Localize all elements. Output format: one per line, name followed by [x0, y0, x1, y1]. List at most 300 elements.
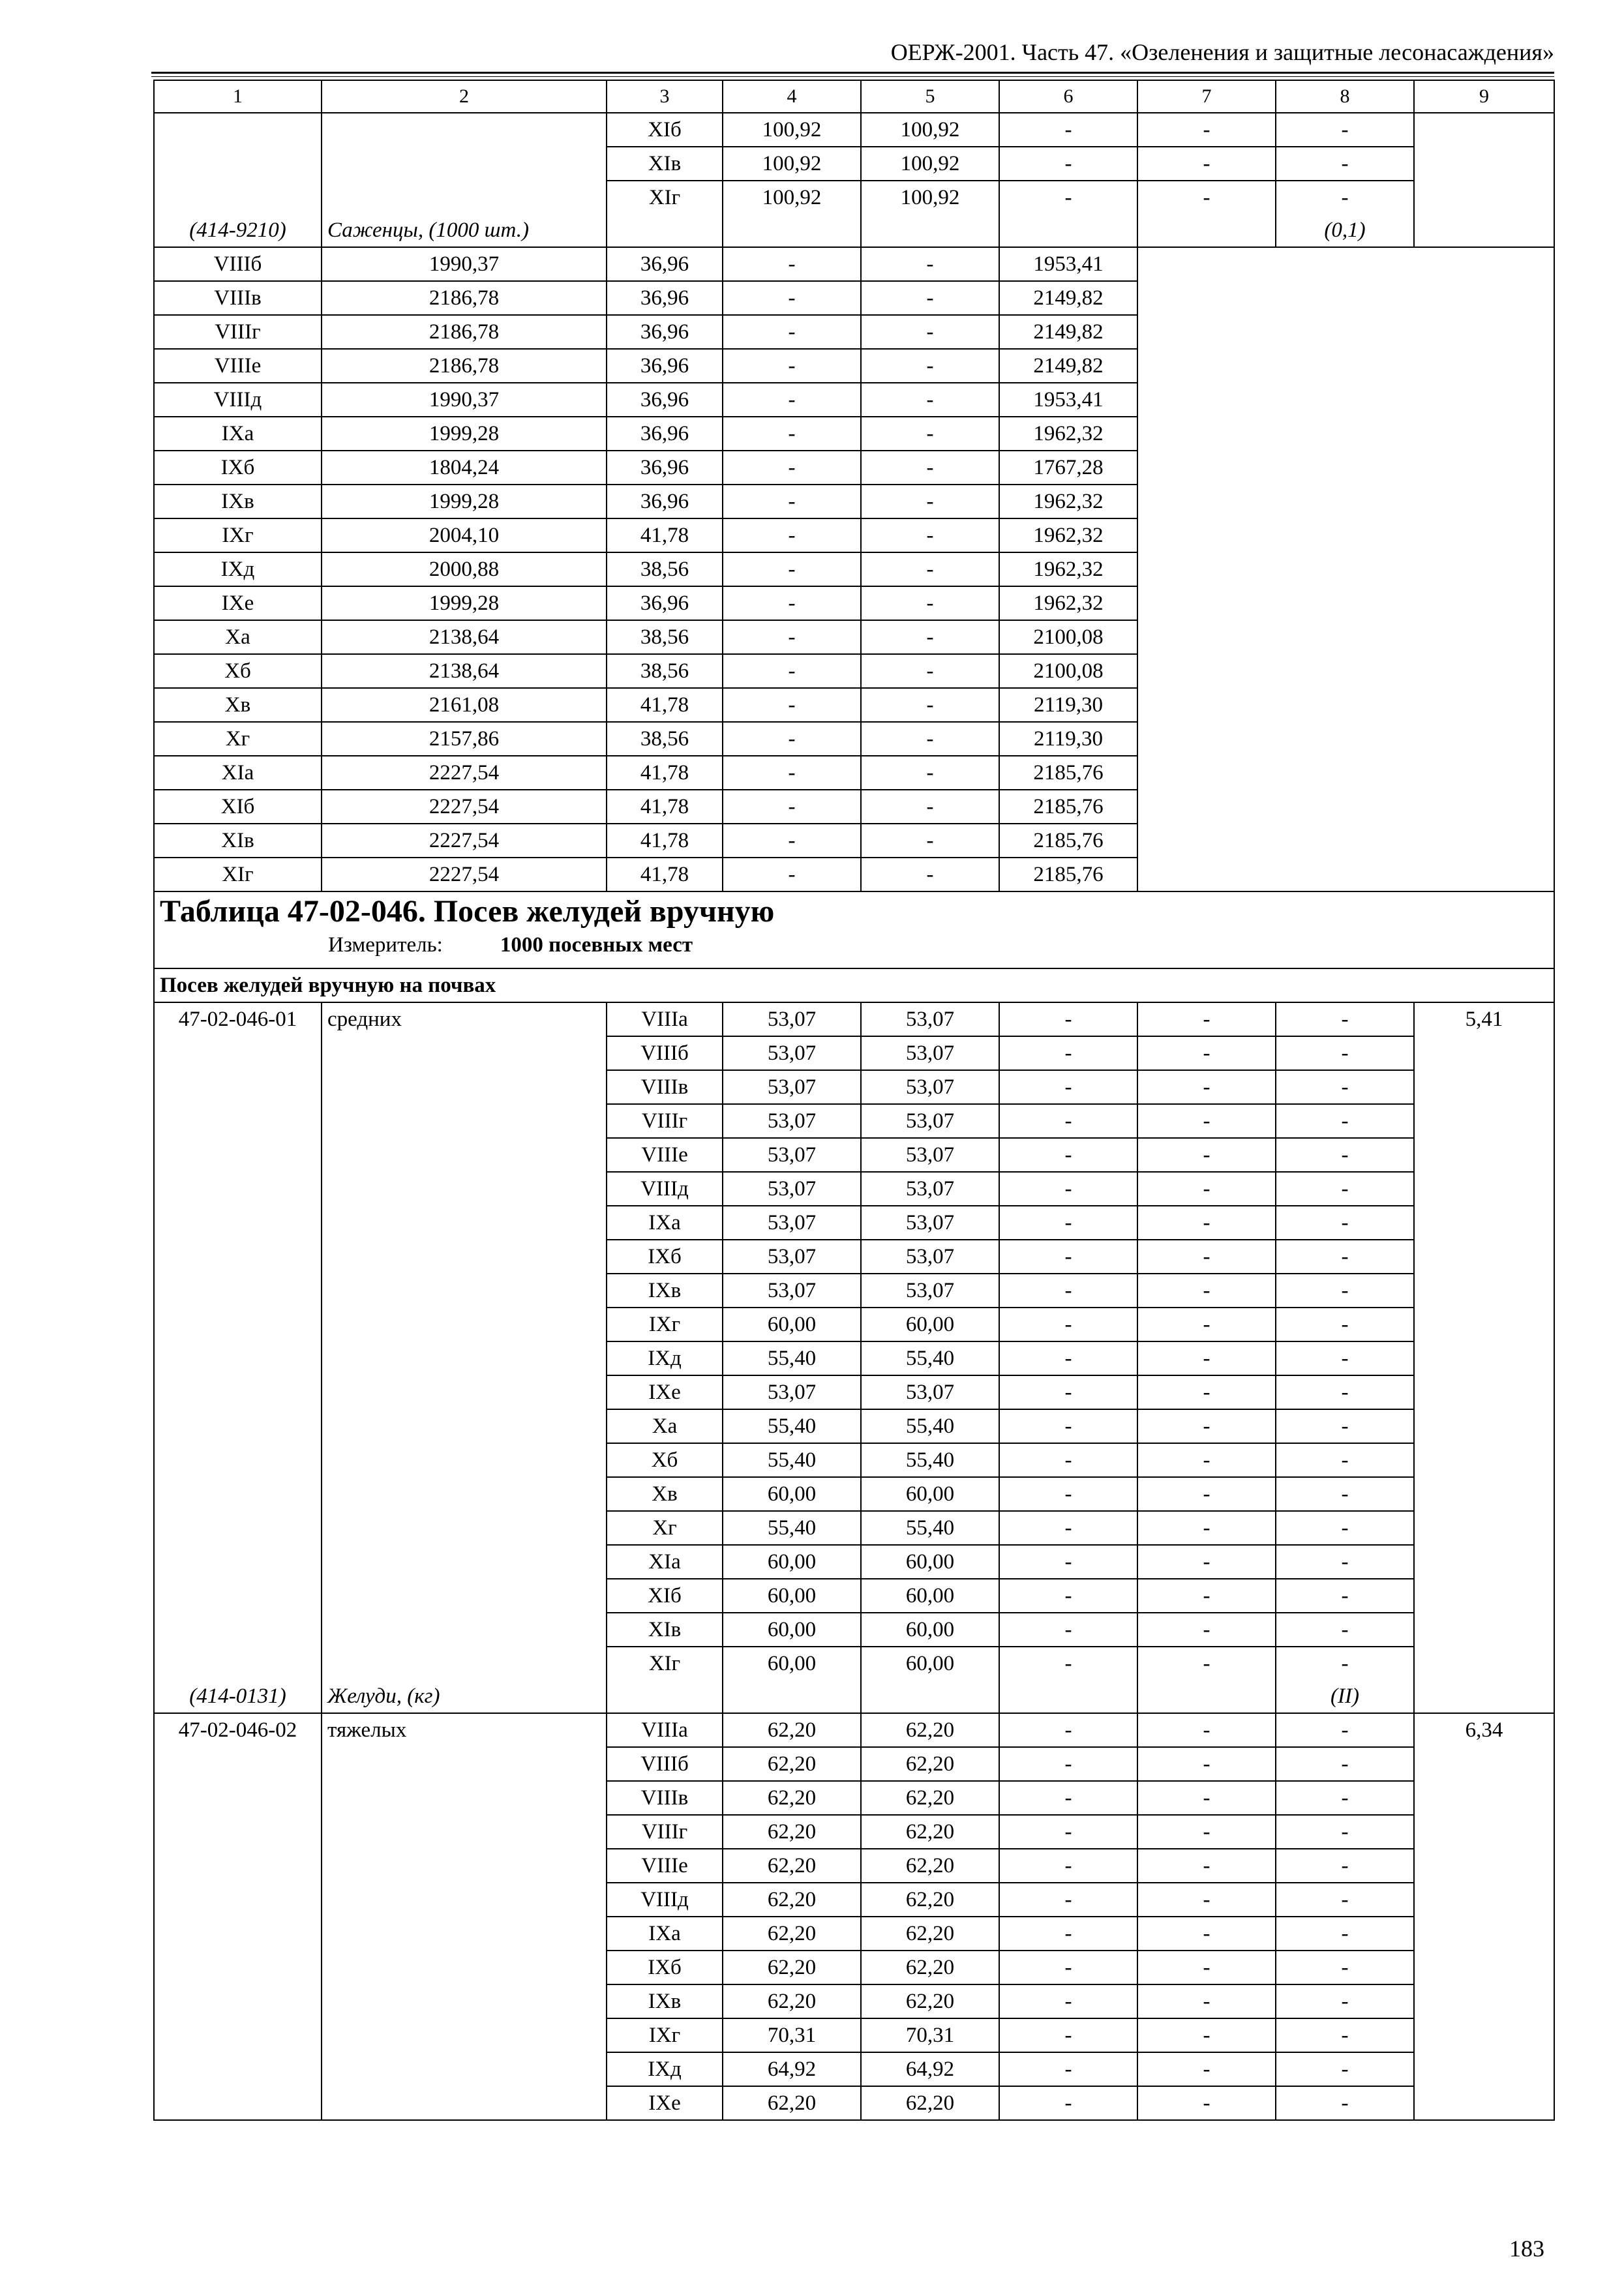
value-cell: Xв — [607, 1477, 723, 1511]
value-cell: 2227,54 — [322, 858, 607, 891]
value-cell: XIа — [607, 1545, 723, 1579]
column-number: 6 — [999, 80, 1137, 113]
value-cell: - — [999, 2086, 1137, 2120]
value-cell: 60,00 — [861, 1545, 999, 1579]
work-name-text: средних — [327, 1008, 402, 1031]
resource-code — [154, 1713, 322, 2120]
value-cell: - — [1276, 1815, 1414, 1849]
value-cell: 62,20 — [861, 1917, 999, 1951]
value-cell: - — [1137, 147, 1276, 181]
value-cell: - — [999, 1545, 1137, 1579]
value-cell: 55,40 — [861, 1511, 999, 1545]
value-cell: 41,78 — [607, 858, 723, 891]
value-cell: - — [723, 315, 861, 349]
col9-value — [1414, 113, 1554, 247]
value-cell: - — [723, 417, 861, 451]
value-cell: IXв — [607, 1984, 723, 2018]
value-cell: 36,96 — [607, 383, 723, 417]
value-cell: 1804,24 — [322, 451, 607, 485]
value-cell: - — [999, 1104, 1137, 1138]
value-cell: - — [1276, 113, 1414, 147]
table-body — [154, 80, 1554, 2120]
value-cell: VIIIв — [607, 1781, 723, 1815]
value-cell: 53,07 — [723, 1274, 861, 1308]
column-number: 5 — [861, 80, 999, 113]
value-cell: VIIIд — [607, 1883, 723, 1917]
value-cell: - — [1137, 1206, 1276, 1240]
value-cell: 62,20 — [723, 1951, 861, 1984]
value-cell: - — [999, 1274, 1137, 1308]
value-cell: - — [1137, 1443, 1276, 1477]
value-cell: IXе — [607, 2086, 723, 2120]
value-cell: - — [1137, 1172, 1276, 1206]
value-cell: 2185,76 — [999, 756, 1137, 790]
table-row — [154, 654, 1554, 688]
value-cell: - — [999, 1341, 1137, 1375]
table-row — [154, 281, 1554, 315]
value-cell: - — [1276, 1443, 1414, 1477]
value-cell: 53,07 — [861, 1002, 999, 1036]
value-cell: 38,56 — [607, 722, 723, 756]
page-header: ОЕРЖ-2001. Часть 47. «Озеленения и защитные лесонасаждения» — [890, 39, 1554, 65]
value-cell: 62,20 — [861, 1951, 999, 1984]
value-cell: - — [999, 1070, 1137, 1104]
work-name — [322, 1713, 607, 2120]
value-cell: - — [1276, 1579, 1414, 1613]
value-cell: - — [999, 1036, 1137, 1070]
value-cell: - — [1276, 1747, 1414, 1781]
value-cell: Xб — [607, 1443, 723, 1477]
value-cell: 1990,37 — [322, 383, 607, 417]
value-cell: - — [1137, 1240, 1276, 1274]
value-cell: - — [861, 485, 999, 518]
value-cell: 53,07 — [861, 1375, 999, 1409]
value-cell: - — [1276, 1172, 1414, 1206]
value-cell: 38,56 — [607, 620, 723, 654]
value-cell: - — [1276, 1375, 1414, 1409]
value-cell: - — [1276, 1104, 1414, 1138]
value-cell: - — [1137, 2018, 1276, 2052]
value-cell: - — [999, 1951, 1137, 1984]
table-row — [154, 1713, 1554, 1747]
code-text: 47-02-046-02 — [178, 1718, 297, 1742]
value-cell: XIг — [607, 181, 723, 247]
work-name-text: тяжелых — [327, 1718, 407, 1742]
value-cell — [1276, 181, 1414, 247]
value-cell: 62,20 — [723, 1781, 861, 1815]
work-name — [322, 1002, 607, 1713]
value-cell: 2100,08 — [999, 620, 1137, 654]
value-cell: - — [999, 147, 1137, 181]
value-cell: 55,40 — [723, 1341, 861, 1375]
value-cell: - — [1276, 1713, 1414, 1747]
value-cell: - — [1276, 1613, 1414, 1647]
value-cell: - — [723, 790, 861, 824]
value-cell: - — [999, 1240, 1137, 1274]
value-cell: - — [861, 451, 999, 485]
value-cell: - — [723, 620, 861, 654]
table-row — [154, 383, 1554, 417]
value-cell: - — [999, 1172, 1137, 1206]
value-cell: - — [1276, 1036, 1414, 1070]
value-cell: 1953,41 — [999, 383, 1137, 417]
column-number: 3 — [607, 80, 723, 113]
value-cell: - — [999, 113, 1137, 147]
value-cell: - — [1137, 1815, 1276, 1849]
section-heading: Посев желудей вручную на почвах — [154, 968, 1554, 1002]
value-cell: 36,96 — [607, 349, 723, 383]
value-cell: - — [999, 181, 1137, 247]
value-cell: 1999,28 — [322, 586, 607, 620]
value-cell: 2186,78 — [322, 281, 607, 315]
value-cell: 62,20 — [723, 1883, 861, 1917]
value-cell: VIIIе — [607, 1138, 723, 1172]
value-cell: VIIIг — [154, 315, 322, 349]
value-cell: - — [861, 349, 999, 383]
value-cell: 2000,88 — [322, 552, 607, 586]
value-cell: 100,92 — [723, 113, 861, 147]
value-cell: 53,07 — [861, 1104, 999, 1138]
value-cell: - — [1276, 1984, 1414, 2018]
value-text: - — [1341, 186, 1349, 209]
column-number: 1 — [154, 80, 322, 113]
column-number: 2 — [322, 80, 607, 113]
value-cell: - — [1137, 1849, 1276, 1883]
value-cell — [999, 1647, 1137, 1713]
table-title-row — [154, 891, 1554, 968]
value-cell: - — [1137, 1409, 1276, 1443]
value-cell: 62,20 — [723, 1713, 861, 1747]
value-cell: - — [1276, 147, 1414, 181]
value-cell: 41,78 — [607, 756, 723, 790]
value-cell: - — [999, 1375, 1137, 1409]
resource-code — [154, 1002, 322, 1713]
value-cell: IXг — [607, 1308, 723, 1341]
table-row — [154, 722, 1554, 756]
value-cell: 62,20 — [861, 1815, 999, 1849]
value-cell: - — [1137, 2052, 1276, 2086]
value-cell: 55,40 — [861, 1443, 999, 1477]
table-row — [154, 113, 1554, 147]
value-cell: 2161,08 — [322, 688, 607, 722]
value-cell: - — [1276, 1849, 1414, 1883]
value-cell: - — [999, 1308, 1137, 1341]
value-cell: - — [723, 586, 861, 620]
table-row — [154, 552, 1554, 586]
table-row — [154, 824, 1554, 858]
value-cell: - — [1137, 1002, 1276, 1036]
resource-name-note: Желуди, (кг) — [327, 1684, 440, 1708]
value-cell: XIв — [154, 824, 322, 858]
value-cell: - — [1137, 1951, 1276, 1984]
value-cell: IXа — [607, 1206, 723, 1240]
value-cell: 38,56 — [607, 654, 723, 688]
table-row — [154, 349, 1554, 383]
value-cell: IXд — [607, 2052, 723, 2086]
value-cell: 100,92 — [861, 181, 999, 247]
value-cell: XIа — [154, 756, 322, 790]
table-row — [154, 688, 1554, 722]
value-cell: 60,00 — [861, 1613, 999, 1647]
value-cell: - — [861, 383, 999, 417]
value-cell: IXв — [607, 1274, 723, 1308]
value-cell: 41,78 — [607, 688, 723, 722]
value-cell: 41,78 — [607, 518, 723, 552]
value-cell: - — [861, 281, 999, 315]
value-cell: VIIIб — [607, 1036, 723, 1070]
value-cell: - — [1276, 1240, 1414, 1274]
value-cell: XIв — [607, 1613, 723, 1647]
value-cell: Xб — [154, 654, 322, 688]
table-title: Таблица 47-02-046. Посев желудей вручную — [160, 894, 775, 929]
value-cell: 60,00 — [723, 1477, 861, 1511]
value-cell: - — [1276, 1341, 1414, 1375]
value-cell: 60,00 — [861, 1579, 999, 1613]
value-cell: - — [1137, 113, 1276, 147]
value-cell: 62,20 — [861, 2086, 999, 2120]
value-cell: 1767,28 — [999, 451, 1137, 485]
value-cell: - — [999, 1747, 1137, 1781]
work-name — [322, 113, 607, 247]
value-cell: 2119,30 — [999, 688, 1137, 722]
value-cell: IXд — [154, 552, 322, 586]
value-cell: 2186,78 — [322, 315, 607, 349]
value-cell: IXа — [607, 1917, 723, 1951]
value-cell: Xг — [607, 1511, 723, 1545]
value-cell: - — [1137, 1511, 1276, 1545]
value-cell: 60,00 — [861, 1308, 999, 1341]
value-cell: 1999,28 — [322, 417, 607, 451]
value-cell: 1962,32 — [999, 586, 1137, 620]
value-text: XIг — [648, 1652, 681, 1675]
measure-label: Измеритель: — [328, 933, 443, 957]
value-cell: - — [1137, 1545, 1276, 1579]
value-cell — [723, 1647, 861, 1713]
value-cell: - — [999, 1984, 1137, 2018]
value-text: - — [1064, 1652, 1072, 1675]
value-cell: 2185,76 — [999, 790, 1137, 824]
value-cell: IXа — [154, 417, 322, 451]
value-cell: 53,07 — [861, 1138, 999, 1172]
value-cell: 2138,64 — [322, 654, 607, 688]
value-cell: 55,40 — [861, 1409, 999, 1443]
resource-code-note: (414-9210) — [189, 218, 286, 242]
column-number: 4 — [723, 80, 861, 113]
value-cell: 2138,64 — [322, 620, 607, 654]
value-cell: 53,07 — [723, 1172, 861, 1206]
value-cell: - — [723, 485, 861, 518]
value-cell: 36,96 — [607, 586, 723, 620]
value-cell: IXг — [154, 518, 322, 552]
value-text: - — [1203, 1652, 1210, 1675]
value-cell: 53,07 — [723, 1206, 861, 1240]
value-cell: - — [999, 1883, 1137, 1917]
value-cell: IXв — [154, 485, 322, 518]
value-cell: - — [861, 756, 999, 790]
value-cell: 55,40 — [723, 1409, 861, 1443]
value-cell: 2185,76 — [999, 858, 1137, 891]
measure-line — [160, 931, 1548, 959]
value-cell: Xг — [154, 722, 322, 756]
value-cell: 41,78 — [607, 790, 723, 824]
value-cell: VIIIб — [607, 1747, 723, 1781]
value-cell: 60,00 — [861, 1477, 999, 1511]
table-row — [154, 417, 1554, 451]
value-cell: - — [1137, 1984, 1276, 2018]
value-cell: 2149,82 — [999, 349, 1137, 383]
value-cell: - — [1276, 1138, 1414, 1172]
table-row — [154, 451, 1554, 485]
column-number-row — [154, 80, 1554, 113]
value-cell: - — [1276, 1070, 1414, 1104]
value-cell: 100,92 — [723, 147, 861, 181]
value-cell: XIб — [607, 113, 723, 147]
value-cell: 1990,37 — [322, 247, 607, 281]
value-cell: 1962,32 — [999, 518, 1137, 552]
value-cell: - — [1276, 1951, 1414, 1984]
value-cell: 53,07 — [723, 1138, 861, 1172]
value-cell: XIв — [607, 147, 723, 181]
quantity-note: (II) — [1331, 1684, 1359, 1708]
column-number: 9 — [1414, 80, 1554, 113]
table-title-cell — [154, 891, 1554, 968]
value-cell — [861, 1647, 999, 1713]
col9-value: 6,34 — [1414, 1713, 1554, 2120]
value-cell: - — [723, 247, 861, 281]
value-cell: - — [1137, 1747, 1276, 1781]
value-cell: - — [1276, 1002, 1414, 1036]
value-cell: 64,92 — [861, 2052, 999, 2086]
value-cell: 53,07 — [861, 1274, 999, 1308]
estimate-table — [153, 80, 1555, 2121]
section-heading-row — [154, 968, 1554, 1002]
value-cell: XIг — [154, 858, 322, 891]
value-cell: - — [1137, 2086, 1276, 2120]
value-cell: - — [723, 518, 861, 552]
value-cell: 100,92 — [861, 147, 999, 181]
value-cell: - — [723, 552, 861, 586]
value-cell: VIIIд — [607, 1172, 723, 1206]
value-cell: - — [1276, 1409, 1414, 1443]
value-cell: 53,07 — [723, 1002, 861, 1036]
value-cell: 60,00 — [723, 1579, 861, 1613]
value-cell: - — [723, 756, 861, 790]
value-cell: 62,20 — [861, 1984, 999, 2018]
value-cell: - — [1276, 1781, 1414, 1815]
value-cell: - — [1276, 2086, 1414, 2120]
value-cell: - — [1137, 1917, 1276, 1951]
value-cell: - — [1137, 1274, 1276, 1308]
value-cell — [607, 1647, 723, 1713]
value-cell: - — [1137, 1138, 1276, 1172]
value-cell: - — [1276, 1883, 1414, 1917]
value-cell: - — [1137, 1613, 1276, 1647]
table-row — [154, 756, 1554, 790]
measure-value: 1000 посевных мест — [500, 933, 693, 957]
value-cell: 36,96 — [607, 451, 723, 485]
value-cell: - — [999, 1917, 1137, 1951]
table-row — [154, 858, 1554, 891]
resource-name-note: Саженцы, (1000 шт.) — [327, 218, 529, 242]
value-cell: - — [999, 1849, 1137, 1883]
value-cell: - — [999, 2018, 1137, 2052]
value-cell: 62,20 — [723, 2086, 861, 2120]
value-cell: VIIIб — [154, 247, 322, 281]
table-row — [154, 1002, 1554, 1036]
value-cell: 2004,10 — [322, 518, 607, 552]
value-cell: - — [999, 1815, 1137, 1849]
value-cell: - — [861, 552, 999, 586]
value-cell: 60,00 — [723, 1545, 861, 1579]
value-cell: - — [723, 281, 861, 315]
value-cell: - — [1137, 1341, 1276, 1375]
value-cell: - — [861, 518, 999, 552]
value-cell: 36,96 — [607, 485, 723, 518]
value-cell: 2186,78 — [322, 349, 607, 383]
value-cell: - — [1137, 1308, 1276, 1341]
value-cell: - — [1276, 1511, 1414, 1545]
value-cell: - — [861, 315, 999, 349]
column-number: 8 — [1276, 80, 1414, 113]
value-cell: - — [999, 1002, 1137, 1036]
value-text: 60,00 — [767, 1652, 817, 1675]
value-cell: IXг — [607, 2018, 723, 2052]
value-cell: 2227,54 — [322, 790, 607, 824]
value-cell: - — [1276, 1477, 1414, 1511]
value-cell: - — [1276, 1917, 1414, 1951]
value-cell: - — [999, 1206, 1137, 1240]
value-cell: - — [723, 722, 861, 756]
value-cell: 62,20 — [861, 1747, 999, 1781]
value-cell: - — [1276, 1545, 1414, 1579]
value-cell: 60,00 — [723, 1308, 861, 1341]
value-cell: - — [1276, 1206, 1414, 1240]
value-cell: - — [1276, 2052, 1414, 2086]
value-cell: - — [861, 417, 999, 451]
resource-code-note: (414-0131) — [189, 1684, 286, 1708]
value-cell: - — [723, 451, 861, 485]
value-cell: - — [723, 383, 861, 417]
value-cell: IXд — [607, 1341, 723, 1375]
value-cell: - — [1276, 1308, 1414, 1341]
value-cell: - — [1137, 1781, 1276, 1815]
value-cell: 60,00 — [723, 1613, 861, 1647]
value-cell: - — [1276, 1274, 1414, 1308]
value-cell: 53,07 — [723, 1104, 861, 1138]
value-cell: - — [1137, 1070, 1276, 1104]
value-cell: - — [861, 790, 999, 824]
value-cell: - — [1137, 1579, 1276, 1613]
value-cell: 2185,76 — [999, 824, 1137, 858]
value-cell: 1999,28 — [322, 485, 607, 518]
value-cell: - — [999, 1613, 1137, 1647]
value-cell: 1962,32 — [999, 485, 1137, 518]
value-cell: 64,92 — [723, 2052, 861, 2086]
value-cell: 38,56 — [607, 552, 723, 586]
table-row — [154, 485, 1554, 518]
quantity-note: (0,1) — [1324, 218, 1366, 242]
value-cell: 70,31 — [861, 2018, 999, 2052]
header-rule-thin — [151, 76, 1554, 77]
value-cell: 36,96 — [607, 417, 723, 451]
value-cell: VIIIд — [154, 383, 322, 417]
value-cell: 1962,32 — [999, 552, 1137, 586]
value-cell: - — [999, 1409, 1137, 1443]
resource-code — [154, 113, 322, 247]
value-cell: 53,07 — [723, 1240, 861, 1274]
col9-value: 5,41 — [1414, 1002, 1554, 1713]
value-text: 60,00 — [905, 1652, 955, 1675]
